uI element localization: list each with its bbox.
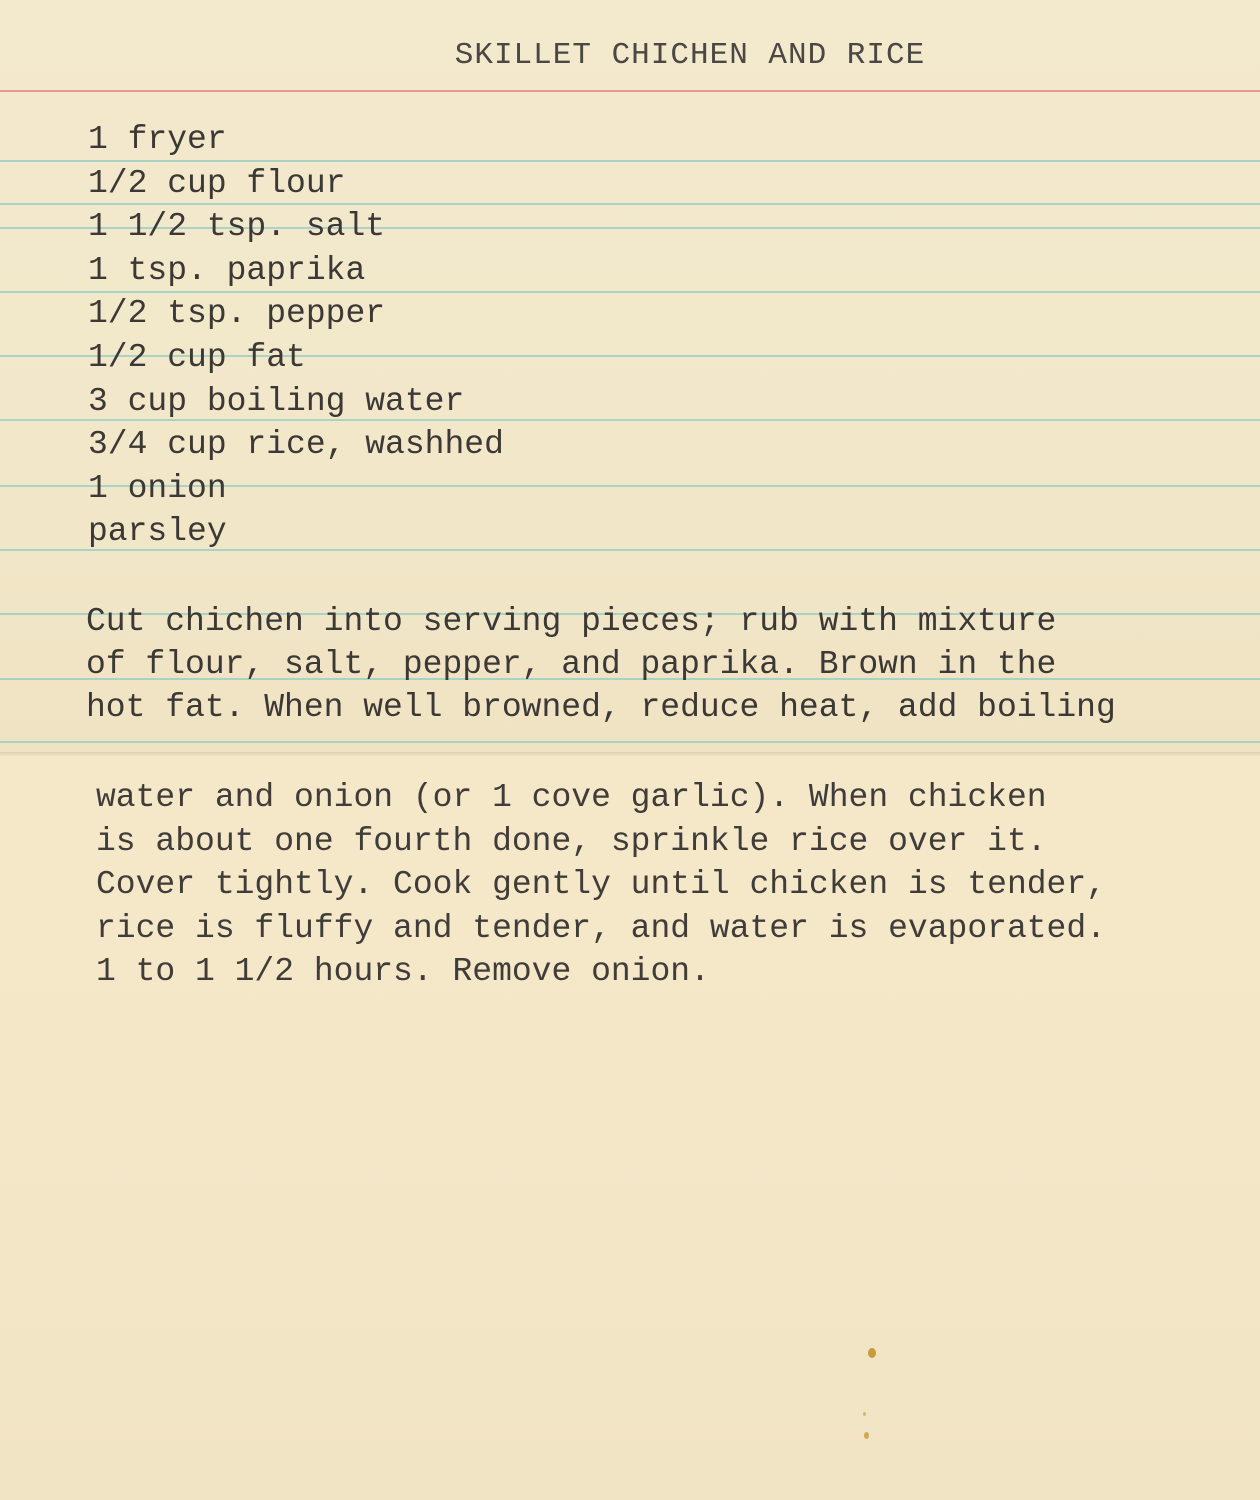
direction-line: Cut chichen into serving pieces; rub with mixture <box>86 603 1057 640</box>
ingredient-item: 1/2 tsp. pepper <box>88 295 386 333</box>
directions-back <box>96 776 1256 994</box>
direction-line: is about one fourth done, sprinkle rice over it. <box>96 822 1047 860</box>
ingredient-item: 1/2 cup flour <box>88 164 346 202</box>
stain-spot <box>868 1348 876 1358</box>
direction-line: of flour, salt, pepper, and paprika. Brown in the <box>86 646 1057 683</box>
direction-line: hot fat. When well browned, reduce heat, add boiling <box>86 689 1116 726</box>
ingredient-item: parsley <box>88 513 227 551</box>
ingredient-item: 1 fryer <box>88 121 227 158</box>
ingredient-item: 1 tsp. paprika <box>88 251 366 289</box>
ingredients-list <box>88 118 504 554</box>
ingredient-item: 3 cup boiling water <box>88 382 465 420</box>
stain-spot <box>864 1432 869 1439</box>
recipe-title: SKILLET CHICHEN AND RICE <box>454 38 926 73</box>
ingredient-item: 1 1/2 tsp. salt <box>88 208 386 246</box>
ingredient-item: 3/4 cup rice, washhed <box>88 426 504 464</box>
direction-line: Cover tightly. Cook gently until chicken is tender, <box>96 866 1106 903</box>
directions-front <box>86 600 1256 729</box>
stain-spot <box>863 1412 866 1416</box>
direction-line: water and onion (or 1 cove garlic). When chicken <box>96 779 1047 816</box>
direction-line: rice is fluffy and tender, and water is evaporated. <box>96 909 1106 947</box>
ingredient-item: 1/2 cup fat <box>88 338 306 376</box>
header-rule <box>0 90 1260 92</box>
ingredient-item: 1 onion <box>88 469 227 507</box>
direction-line: 1 to 1 1/2 hours. Remove onion. <box>96 953 710 990</box>
ruled-line <box>0 741 1260 743</box>
